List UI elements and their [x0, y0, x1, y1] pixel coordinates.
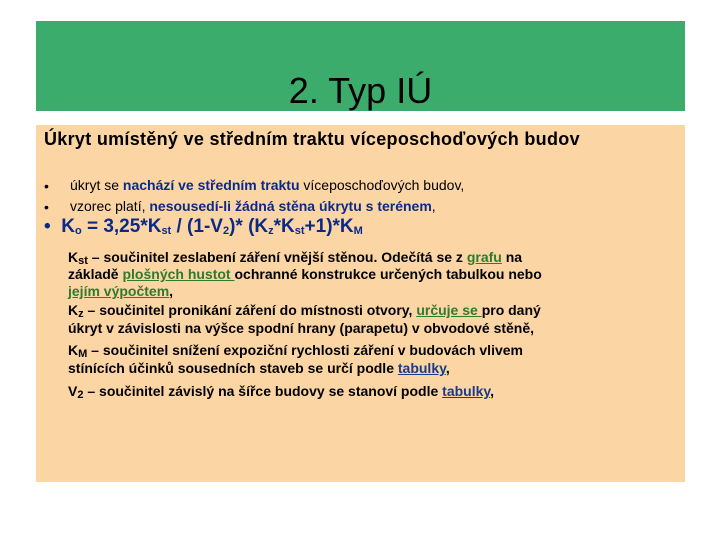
formula-part-1: = 3,25*K [81, 216, 162, 237]
link-tabulky[interactable]: tabulky [397, 360, 446, 376]
bullet-1-text: úkryt se [70, 177, 123, 193]
formula-sub-m: M [353, 225, 363, 237]
symbol-sub: M [78, 348, 88, 360]
symbol-k: K [68, 249, 79, 265]
formula-sub-st2: st [294, 225, 305, 237]
definition-text: – součinitel zeslabení záření vnější stěnou. Odečítá se z [87, 249, 467, 265]
formula-sub-z: z [268, 225, 274, 237]
link-grafu[interactable]: grafu [466, 249, 502, 265]
formula-sub-2: 2 [222, 225, 230, 237]
formula-sub-o: o [74, 225, 82, 237]
definition-end: , [445, 360, 450, 376]
definition-v2 [68, 383, 494, 404]
formula-part-5: +1)*K [304, 216, 354, 237]
definition-text: základě [68, 266, 123, 282]
bullet-2-text: vzorec platí, [70, 198, 150, 214]
bullet-2-highlight: nesousedí-li žádná stěna úkrytu s terénem [149, 198, 432, 214]
title-bar [36, 21, 685, 111]
bullet-item-2 [70, 198, 436, 214]
symbol-sub: z [78, 308, 84, 320]
formula-part-3: )* (K [229, 216, 269, 237]
definition-kst-line-3 [68, 283, 173, 300]
formula-part-2: / (1-V [171, 216, 223, 237]
formula-part-4: *K [273, 216, 295, 237]
symbol-sub: st [78, 255, 88, 267]
definition-end: , [169, 283, 174, 299]
bullet-item-1 [70, 177, 464, 193]
definition-text: stínících účinků sousedních staveb se určí podle [68, 360, 398, 376]
link-plosnych-hustot[interactable]: plošných hustot [122, 266, 235, 282]
link-jejim-vypoctem[interactable]: jejím výpočtem [68, 283, 170, 299]
definition-kst-line-2 [68, 266, 542, 283]
symbol-v: V [68, 383, 78, 399]
definition-end: ochranné konstrukce určených tabulkou nebo [234, 266, 542, 282]
definition-kz-line-2 [68, 320, 534, 337]
bullet-2-end: , [431, 198, 436, 214]
bullet-1-end: víceposchoďových budov, [299, 177, 465, 193]
bullet-icon: • [44, 199, 49, 215]
definition-text: – součinitel pronikání záření do místnosti otvory, [83, 302, 417, 318]
symbol-k: K [68, 302, 79, 318]
content-panel [36, 125, 685, 482]
formula [44, 216, 363, 238]
definition-end: na [501, 249, 523, 265]
definition-text: úkryt v závislosti na výšce spodní hrany (parapetu) v obvodové stěně, [68, 320, 535, 336]
section-heading: Úkryt umístěný ve středním traktu víceposchoďových budov [44, 129, 580, 149]
formula-sub-st: st [161, 225, 172, 237]
definition-text: – součinitel závislý na šířce budovy se stanoví podle [83, 383, 443, 399]
page-title: 2. Typ IÚ [288, 70, 433, 111]
bullet-icon: • [44, 216, 51, 237]
link-urcuje-se[interactable]: určuje se [416, 302, 482, 318]
link-tabulky[interactable]: tabulky [442, 383, 491, 399]
definition-end: pro daný [481, 302, 541, 318]
definition-text: – součinitel snížení expoziční rychlosti záření v budovách vlivem [87, 342, 523, 358]
bullet-icon: • [44, 178, 49, 194]
bullet-1-highlight: nachází ve středním traktu [122, 177, 300, 193]
formula-k: K [61, 216, 75, 237]
symbol-sub: 2 [77, 389, 84, 401]
symbol-k: K [68, 342, 79, 358]
definition-km-line-2 [68, 360, 450, 377]
definition-end: , [490, 383, 495, 399]
